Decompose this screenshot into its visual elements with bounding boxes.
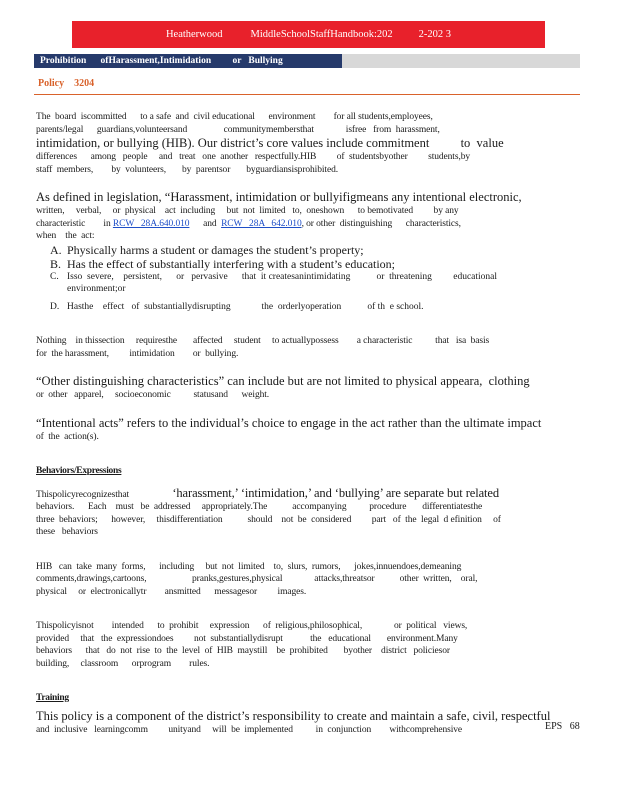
paragraph-commitment-line2: parents/legal guardians,volunteersand communitymembersthat isfree from harassment,: [36, 124, 440, 135]
paragraph-commitment-line3: intimidation, or bullying (HIB). Our district’s core values include commitment to value: [36, 136, 504, 150]
paragraph-nothing-line1: Nothing in thissection requiresthe affected student to actuallypossess a characteristic that isa basis: [36, 336, 490, 346]
paragraph-expression-line4: building, classroom orprogram rules.: [36, 658, 210, 669]
paragraph-forms-line2: comments,drawings,cartoons, pranks,gestures,physical attacks,threatsor other written, oral,: [36, 574, 478, 584]
rcw-link-28a-640-010[interactable]: RCW 28A.640.010: [112, 218, 190, 229]
paragraph-forms-line1: HIB can take many forms, including but not limited to, slurs, rumors, jokes,innuendoes,demeaning: [36, 561, 462, 572]
paragraph-other-characteristics-line1: “Other distinguishing characteristics” can include but are not limited to physical appeara, clothing: [36, 374, 530, 388]
section-title-bar-fill: [342, 54, 580, 68]
school-name: Heatherwood: [165, 29, 223, 40]
list-item: B. Has the effect of substantially interfering with a student’s education;: [50, 256, 396, 271]
behaviors-heading: Behaviors/Expressions: [36, 466, 122, 476]
behaviors-text-b: ‘harassment,’ ‘intimidation,’ and ‘bullying’ are separate but related: [172, 485, 499, 500]
page-number: EPS 68: [545, 721, 580, 732]
rcw-link-28a-642-010[interactable]: RCW 28A 642.010: [221, 218, 302, 229]
act-criteria-list: [36, 243, 584, 314]
definition-text-c: , or other distinguishing characteristics,: [301, 218, 461, 229]
paragraph-behaviors-line2: behaviors. Each must be addressed appropriately.The accompanying procedure differentiatesthe: [36, 502, 483, 512]
policy-number: Policy 3204: [38, 78, 95, 89]
section-title-bar: Prohibition ofHarassment,Intimidation or Bullying: [34, 54, 342, 68]
paragraph-expression-line1: Thispolicyisnot intended to prohibit expression of religious,philosophical, or political views,: [36, 621, 468, 631]
paragraph-commitment-line1: The board iscommitted to a safe and civil educational environment for all students,employees,: [36, 112, 433, 122]
paragraph-definition-line3: [36, 218, 584, 231]
header-divider: [34, 94, 580, 95]
paragraph-other-characteristics-line2: or other apparel, socioeconomic statusand weight.: [36, 390, 270, 400]
handbook-title: MiddleSchoolStaffHandbook:202: [250, 29, 393, 40]
paragraph-intentional-acts-line2: of the action(s).: [36, 431, 99, 442]
list-item: environment;or: [67, 284, 126, 294]
handbook-header-banner: [72, 21, 545, 48]
paragraph-intentional-acts-line1: “Intentional acts” refers to the individual’s choice to engage in the act rather than the ultimate impact: [36, 415, 542, 430]
definition-text-a: characteristic in: [36, 218, 111, 229]
paragraph-definition-line1: As defined in legislation, “Harassment, intimidation or bullyifigmeans any intentional electronic,: [36, 190, 522, 204]
paragraph-commitment-line4: differences among people and treat one another respectfully.HIB of studentsbyother students,by: [36, 152, 471, 162]
list-item: C. Isso severe, persistent, or pervasive that it createsanintimidating or threatening educational: [50, 271, 498, 282]
behaviors-text-a: Thispolicyrecognizesthat: [36, 489, 130, 500]
paragraph-expression-line2: provided that the expressiondoes not substantiallydisrupt the educational environment.Many: [36, 633, 458, 644]
paragraph-behaviors-line1: [36, 486, 584, 502]
paragraph-definition-line4: when the act:: [36, 231, 95, 241]
list-item: A. Physically harms a student or damages the student’s property;: [50, 242, 364, 257]
paragraph-expression-line3: behaviors that do not rise to the level of HIB maystill be prohibited byother district policiesor: [36, 646, 450, 656]
paragraph-definition-line2: written, verbal, or physical act including but not limited to, oneshown to bemotivated by any: [36, 206, 459, 216]
list-item: D. Hasthe effect of substantiallydisrupting the orderlyoperation of th e school.: [50, 301, 424, 312]
paragraph-commitment-line5: staff members, by volunteers, by parentsor byguardiansisprohibited.: [36, 164, 338, 175]
paragraph-training-line1: This policy is a component of the district’s responsibility to create and maintain a safe, civil, respectful: [36, 708, 551, 723]
paragraph-forms-line3: physical or electronicallytr ansmitted messagesor images.: [36, 586, 307, 597]
handbook-year: 2-202 3: [418, 29, 452, 40]
training-heading: Training: [36, 693, 69, 703]
paragraph-training-line2: and inclusive learningcomm unityand will be implemented in conjunction withcomprehensive: [36, 724, 463, 735]
policy-body: [36, 111, 584, 736]
paragraph-behaviors-line3: three behaviors; however, thisdifferentiation should not be considered part of the legal d efinition of: [36, 514, 501, 525]
paragraph-behaviors-line4: these behaviors: [36, 527, 98, 537]
paragraph-nothing-line2: for the harassment, intimidation or bullying.: [36, 348, 239, 359]
definition-text-b: and: [203, 218, 217, 229]
